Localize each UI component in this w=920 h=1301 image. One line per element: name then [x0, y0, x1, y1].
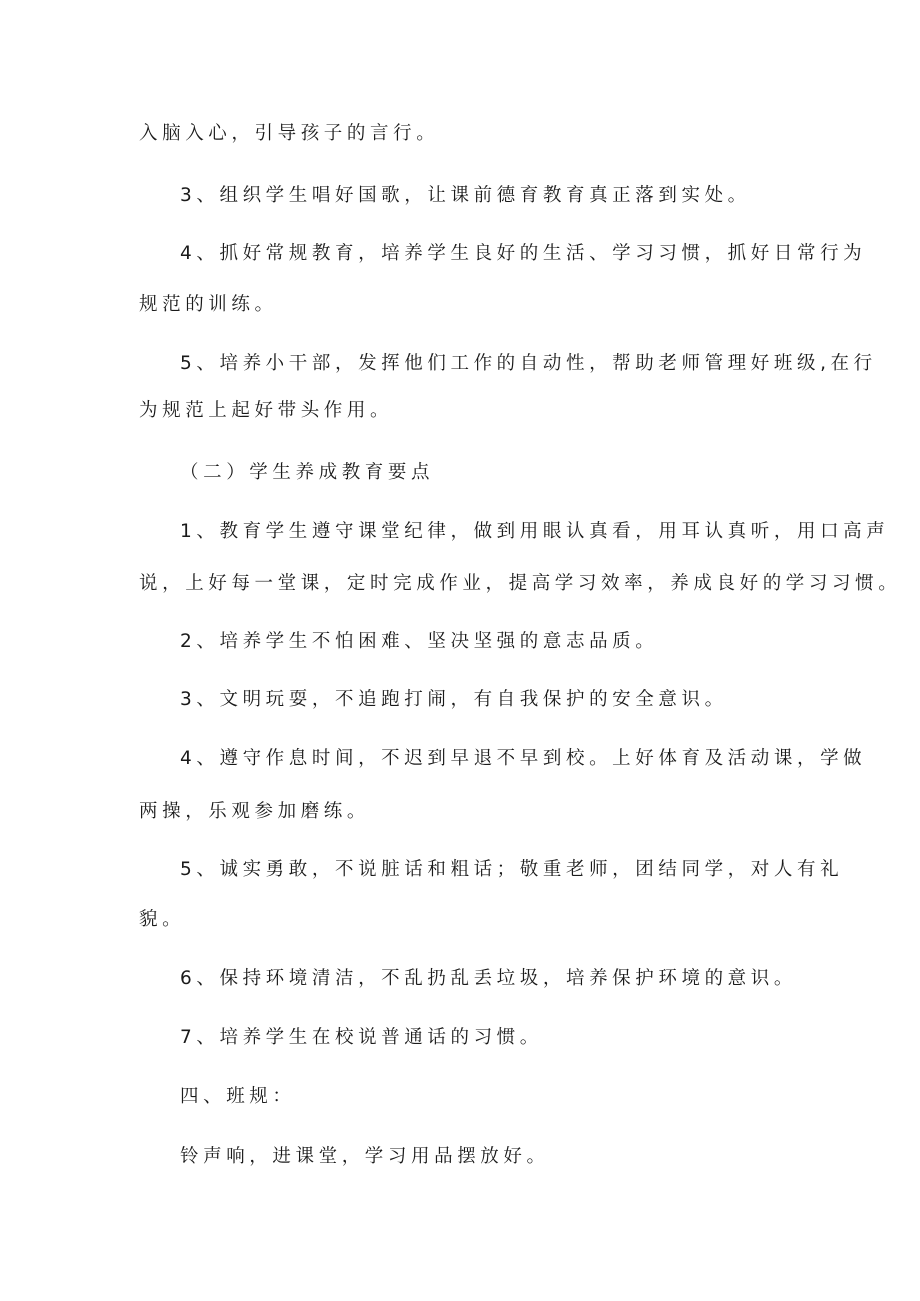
text-line: 铃声响，进课堂，学习用品摆放好。 — [180, 1146, 550, 1167]
section-heading: （二）学生养成教育要点 — [180, 462, 435, 483]
text-line: 3、文明玩耍，不追跑打闹，有自我保护的安全意识。 — [180, 689, 728, 710]
text-line: 为规范上起好带头作用。 — [139, 400, 394, 421]
text-line: 貌。 — [139, 909, 186, 930]
text-line: 4、遵守作息时间，不迟到早退不早到校。上好体育及活动课，学做 — [180, 748, 867, 769]
text-line: 2、培养学生不怕困难、坚决坚强的意志品质。 — [180, 631, 659, 652]
text-line: 入脑入心，引导孩子的言行。 — [139, 123, 440, 144]
text-line: 7、培养学生在校说普通话的习惯。 — [180, 1027, 543, 1048]
text-line: 5、诚实勇敢，不说脏话和粗话；敬重老师，团结同学，对人有礼 — [180, 859, 844, 880]
text-line: 4、抓好常规教育，培养学生良好的生活、学习习惯，抓好日常行为 — [180, 243, 867, 264]
text-line: 3、组织学生唱好国歌，让课前德育教育真正落到实处。 — [180, 185, 751, 206]
text-line: 5、培养小干部，发挥他们工作的自动性，帮助老师管理好班级,在行 — [180, 353, 877, 374]
text-line: 1、教育学生遵守课堂纪律，做到用眼认真看，用耳认真听，用口高声 — [180, 521, 890, 542]
text-line: 6、保持环境清洁，不乱扔乱丢垃圾，培养保护环境的意识。 — [180, 968, 797, 989]
text-line: 两操，乐观参加磨练。 — [139, 801, 371, 822]
text-line: 说，上好每一堂课，定时完成作业，提高学习效率，养成良好的学习习惯。 — [139, 573, 902, 594]
section-heading: 四、班规： — [180, 1086, 296, 1107]
text-line: 规范的训练。 — [139, 294, 278, 315]
